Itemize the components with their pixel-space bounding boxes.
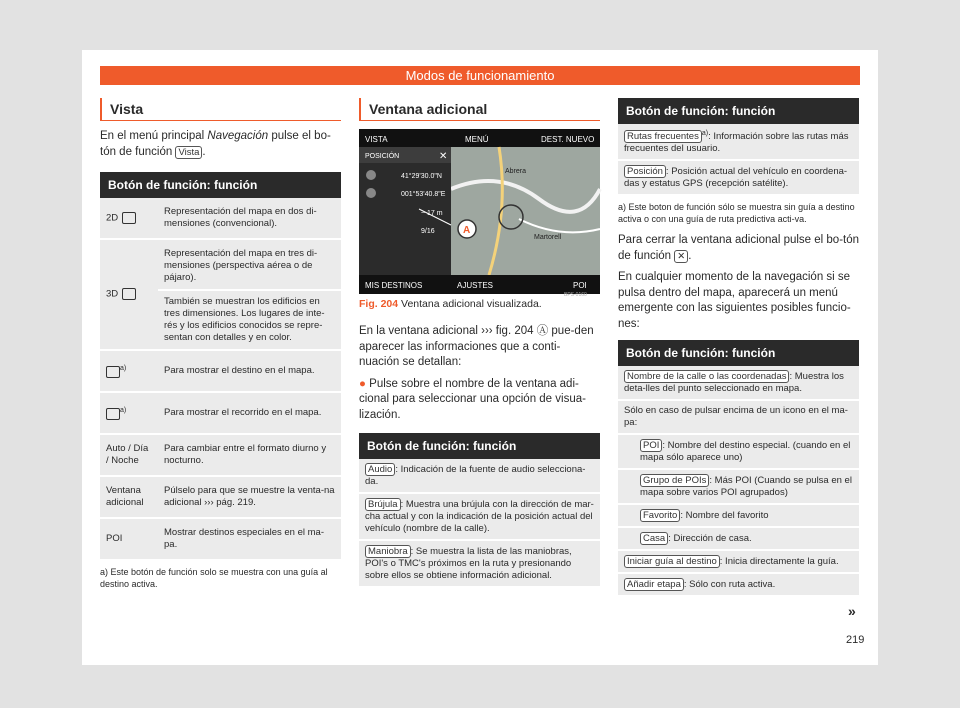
poi-button-label: POI <box>640 439 662 452</box>
fig-mis-destinos: MIS DESTINOS <box>365 281 423 290</box>
close-icon: ✕ <box>674 250 688 263</box>
casa-button-label: Casa <box>640 532 668 545</box>
fig-callout-a: A <box>463 225 471 236</box>
window-function-table <box>359 433 600 588</box>
row-key: Ventana adicional <box>100 476 158 518</box>
section-title-vista: Vista <box>100 98 341 121</box>
route-flag-icon <box>106 408 120 420</box>
row-text: : Inicia directamente la guía. <box>719 556 839 568</box>
table-header: Botón de función: función <box>100 172 341 198</box>
fig-vista-label: VISTA <box>365 135 388 144</box>
table-row <box>359 493 600 540</box>
row-key: 2D <box>106 212 119 224</box>
destination-flag-icon <box>106 366 120 378</box>
footnote-mark: a) <box>701 130 709 137</box>
table-row <box>618 573 859 596</box>
posicion-button-label: Posición <box>624 165 666 178</box>
fig-dest-label: DEST. NUEVO <box>541 135 595 144</box>
anadir-etapa-button-label: Añadir etapa <box>624 578 684 591</box>
row-text: Púlselo para que se muestre la venta-na adicional ››› pág. 219. <box>158 476 341 518</box>
caption-number: Fig. 204 <box>359 298 399 310</box>
table-row <box>618 400 859 434</box>
row-text: Para mostrar el destino en el mapa. <box>158 350 341 392</box>
table-row <box>100 350 341 392</box>
fig-lon: 001°53'40.8"E <box>401 191 446 198</box>
bullet-paragraph <box>359 377 600 424</box>
row-text: : Información sobre las rutas más frecuentes del usuario. <box>624 131 849 155</box>
table-row <box>618 527 859 550</box>
row-text: : Indicación de la fuente de audio selecciona-da. <box>365 464 586 487</box>
rutas-button-label: Rutas frecuentes <box>624 130 702 143</box>
navigation-screen-figure <box>359 129 600 298</box>
fig-menu-label: MENÚ <box>465 135 489 144</box>
intro-text-a: En el menú principal <box>100 130 208 142</box>
row-text: : Posición actual del vehículo en coordena-das y estatus GPS (recepción satélite). <box>624 166 848 190</box>
maniobra-button-label: Maniobra <box>365 545 411 558</box>
vista-function-table <box>100 172 341 561</box>
row-text: Para mostrar el recorrido en el mapa. <box>158 392 341 434</box>
intro-emphasis: Navegación <box>207 130 269 142</box>
bullet-icon: ● <box>359 377 366 390</box>
footnote-mark: a) <box>120 407 127 415</box>
bullet-text: Pulse sobre el nombre de la ventana adi-cional para seleccionar una opción de visua-lización. <box>359 377 586 421</box>
footnote-mark: a) <box>120 365 127 373</box>
row-text: También se muestran los edificios en tres dimensiones. Los lugares de inte-rés y los edificios conocidos se repre-sentan con detalles y en color. <box>158 290 341 350</box>
row-text: : Más POI (Cuando se pulsa en el mapa sobre varios POI agrupados) <box>640 475 852 499</box>
audio-button-label: Audio <box>365 463 395 476</box>
table-row <box>618 366 859 400</box>
popup-paragraph: En cualquier momento de la navegación si se pulsa dentro del mapa, aparecerá un menú emergente con las siguientes posibles funcio-nes: <box>618 271 851 330</box>
close-paragraph: Para cerrar la ventana adicional pulse el bo-tón de función ✕ . <box>618 234 860 262</box>
favorito-button-label: Favorito <box>640 509 680 522</box>
row-text: : Sólo con ruta activa. <box>683 579 776 591</box>
map-3d-icon <box>122 288 136 300</box>
row-key: Auto / Día / Noche <box>100 434 158 476</box>
footnote: a) Este boton de función sólo se muestra sin guía a destino activa o con una guía de ruta predictiva acti-va. <box>618 202 855 225</box>
footnote: a) Este botón de función solo se muestra con una guía al destino activa. <box>100 567 328 589</box>
vista-button-label: Vista <box>175 146 202 159</box>
row-text: : Muestra los deta-lles del punto seleccionado en mapa. <box>624 371 844 395</box>
row-key: POI <box>100 518 158 560</box>
table-row <box>100 476 341 518</box>
body-paragraph: En la ventana adicional ››› fig. 204 Ⓐ pue-den aparecer las informaciones que a conti-nuación se detallan: <box>359 325 594 368</box>
row-text: Para cambiar entre el formato diurno y nocturno. <box>158 434 341 476</box>
table-row <box>359 540 600 587</box>
iniciar-guia-button-label: Iniciar guía al destino <box>624 555 720 568</box>
table-row <box>359 459 600 493</box>
table-header: Botón de función: función <box>618 98 859 124</box>
close-text: Para cerrar la ventana adicional pulse el bo-tón de función <box>618 234 860 262</box>
extra-function-table <box>618 98 859 196</box>
fig-lat: 41°29'30.0"N <box>401 173 442 180</box>
table-row <box>618 160 859 195</box>
table-row <box>100 198 341 239</box>
popup-function-table <box>618 340 859 597</box>
fig-ajustes: AJUSTES <box>457 281 494 290</box>
brujula-button-label: Brújula <box>365 498 401 511</box>
page-number: 219 <box>846 634 865 646</box>
column-vista <box>100 98 341 590</box>
row-text: Representación del mapa en tres di-mensiones (perspectiva aérea o de pájaro). <box>158 239 341 290</box>
row-text: : Nombre del favorito <box>680 510 769 522</box>
row-text: : Nombre del destino especial. (cuando en el mapa sólo aparece uno) <box>640 440 851 464</box>
column-ventana-adicional <box>359 98 600 588</box>
caption-text: Ventana adicional visualizada. <box>401 298 542 310</box>
row-text: Mostrar destinos especiales en el ma-pa. <box>158 518 341 560</box>
row-text: : Dirección de casa. <box>668 533 752 545</box>
grupo-pois-button-label: Grupo de POIs <box>640 474 709 487</box>
table-row <box>100 434 341 476</box>
table-header: Botón de función: función <box>618 340 859 366</box>
table-row <box>100 392 341 434</box>
fig-abrera: Abrera <box>505 168 527 175</box>
intro-paragraph: En el menú principal Navegación pulse el bo-tón de función Vista . <box>100 130 331 158</box>
row-text: Sólo en caso de pulsar encima de un icono en el ma-pa: <box>618 400 859 434</box>
calle-button-label: Nombre de la calle o las coordenadas <box>624 370 789 383</box>
row-text: : Muestra una brújula con la dirección de mar-cha actual y con la indicación de la posición actual del vehículo (nombre de la calle). <box>365 499 594 534</box>
intro-text-b: pulse el bo-tón de función <box>100 130 331 158</box>
continue-arrow: » <box>848 603 856 619</box>
table-row <box>618 434 859 469</box>
table-row <box>618 124 859 160</box>
fig-dist: ~ 17 m <box>421 210 443 217</box>
row-key: 3D <box>106 288 119 300</box>
table-row <box>618 504 859 527</box>
svg-text:✕: ✕ <box>439 151 448 162</box>
map-2d-icon <box>122 212 136 224</box>
column-functions <box>618 98 859 597</box>
table-row <box>618 550 859 573</box>
fig-poi: POI <box>573 281 587 290</box>
row-text: Representación del mapa en dos di-mensiones (convencional). <box>158 198 341 239</box>
nav-screen-graphic <box>359 129 600 298</box>
figure-caption <box>359 298 600 310</box>
table-row <box>100 518 341 560</box>
table-row <box>618 469 859 504</box>
row-text: : Se muestra la lista de las maniobras, POI's o TMC's próximos en la ruta y presionando sobre ellos se obtiene información adicional. <box>365 546 572 581</box>
fig-posicion-label: POSICIÓN <box>365 153 400 160</box>
fig-count: 9/16 <box>421 228 435 235</box>
table-row <box>100 239 341 290</box>
fig-martorell: Martorell <box>534 234 562 241</box>
section-banner: Modos de funcionamiento <box>100 66 860 85</box>
section-title-ventana: Ventana adicional <box>359 98 600 121</box>
table-header: Botón de función: función <box>359 433 600 459</box>
fig-ref: BPS-0160 <box>564 292 587 298</box>
